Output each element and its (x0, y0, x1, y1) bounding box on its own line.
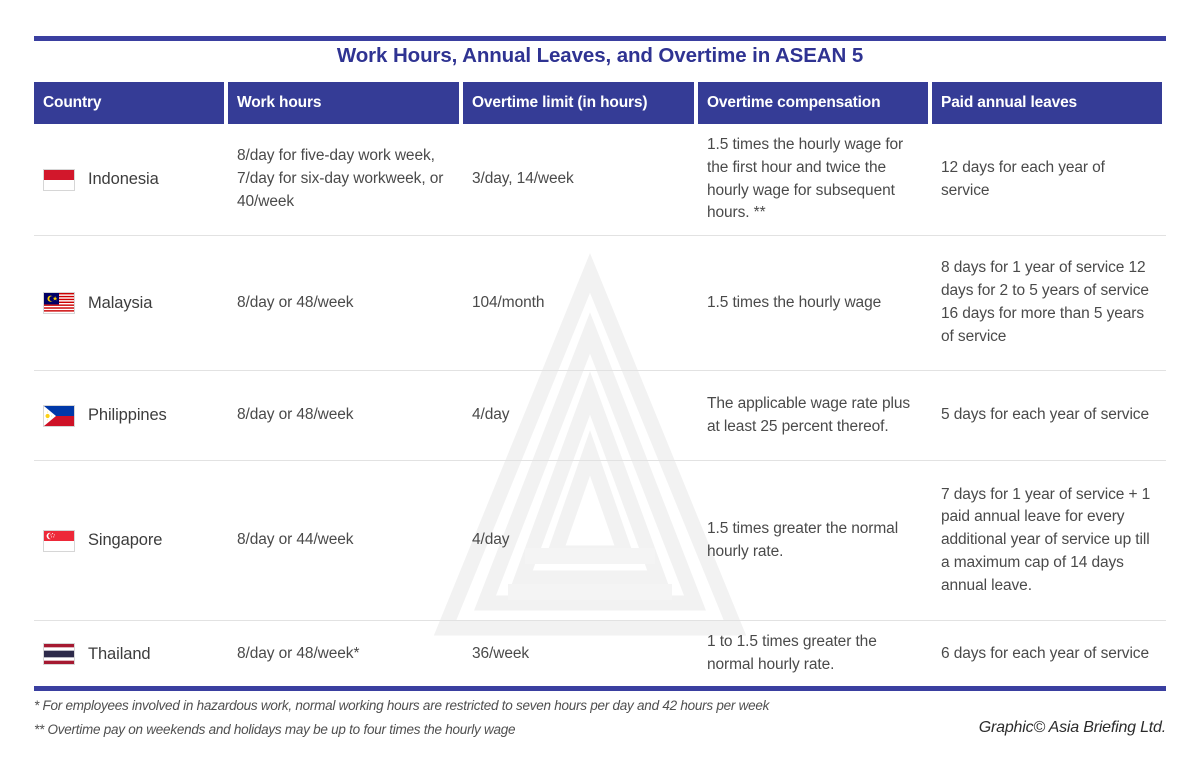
cell-overtime-limit: 4/day (472, 531, 510, 549)
cell-paid-annual-leaves: 5 days for each year of service (941, 406, 1149, 424)
cell-overtime-limit: 4/day (472, 406, 510, 424)
cell-overtime-limit: 36/week (472, 644, 530, 662)
cell-overtime-compensation: 1.5 times the hourly wage (707, 293, 882, 311)
malaysia-flag (43, 292, 75, 314)
footnotes (34, 694, 769, 742)
data-table (34, 82, 1166, 687)
cell-work-hours: 8/day or 48/week (237, 406, 354, 424)
cell-paid-annual-leaves: 8 days for 1 year of service 12 days for 2 to 5 years of service 16 days for more than 5 years of service (941, 259, 1149, 345)
cell-overtime-compensation: 1.5 times greater the normal hourly rate. (707, 519, 899, 560)
table-row (34, 461, 1166, 621)
column-header-overtime-limit: Overtime limit (in hours) (463, 82, 694, 124)
top-divider-rule (34, 36, 1166, 41)
graphic-credit: Graphic© Asia Briefing Ltd. (978, 719, 1166, 736)
footnote-single-asterisk: * For employees involved in hazardous work, normal working hours are restricted to seven hours per day and 42 hours per week (34, 698, 770, 713)
cell-work-hours: 8/day or 48/week (237, 293, 354, 311)
cell-paid-annual-leaves: 6 days for each year of service (941, 644, 1149, 662)
indonesia-flag (43, 169, 75, 191)
cell-work-hours: 8/day for five-day work week, 7/day for six-day workweek, or 40/week (237, 147, 444, 210)
column-header-overtime-compensation: Overtime compensation (698, 82, 928, 124)
table-header-row (34, 82, 1166, 124)
cell-overtime-limit: 3/day, 14/week (472, 170, 574, 188)
cell-work-hours: 8/day or 48/week* (237, 644, 360, 662)
cell-country (34, 621, 228, 687)
country-name: Thailand (88, 644, 151, 663)
cell-overtime-compensation: The applicable wage rate plus at least 25 percent thereof. (707, 394, 911, 435)
cell-country (34, 236, 228, 370)
cell-overtime-compensation: 1.5 times the hourly wage for the first hour and twice the hourly wage for subsequent hours. ** (707, 135, 904, 222)
cell-paid-annual-leaves: 7 days for 1 year of service + 1 paid annual leave for every additional year of service up till a maximum cap of 14 days annual leave. (941, 485, 1151, 594)
singapore-flag (43, 530, 75, 552)
cell-overtime-limit: 104/month (472, 293, 545, 311)
footnote-double-asterisk: ** Overtime pay on weekends and holidays may be up to four times the hourly wage (34, 722, 516, 738)
table-row (34, 124, 1166, 236)
column-header-country: Country (34, 82, 224, 124)
table-row (34, 236, 1166, 371)
country-name: Singapore (88, 531, 163, 550)
bottom-divider-rule (34, 686, 1166, 691)
country-name: Philippines (88, 406, 167, 425)
cell-country (34, 371, 228, 460)
cell-overtime-compensation: 1 to 1.5 times greater the normal hourly rate. (707, 633, 877, 673)
column-header-paid-annual-leaves: Paid annual leaves (932, 82, 1162, 124)
table-row (34, 621, 1166, 687)
country-name: Malaysia (88, 293, 153, 312)
thailand-flag (43, 643, 75, 665)
cell-work-hours: 8/day or 44/week (237, 531, 354, 549)
table-row (34, 371, 1166, 461)
philippines-flag (43, 405, 75, 427)
country-name: Indonesia (88, 170, 159, 189)
cell-country (34, 461, 228, 620)
page-title: Work Hours, Annual Leaves, and Overtime in ASEAN 5 (336, 44, 864, 67)
cell-paid-annual-leaves: 12 days for each year of service (941, 158, 1105, 199)
cell-country (34, 124, 228, 235)
column-header-work-hours: Work hours (228, 82, 459, 124)
